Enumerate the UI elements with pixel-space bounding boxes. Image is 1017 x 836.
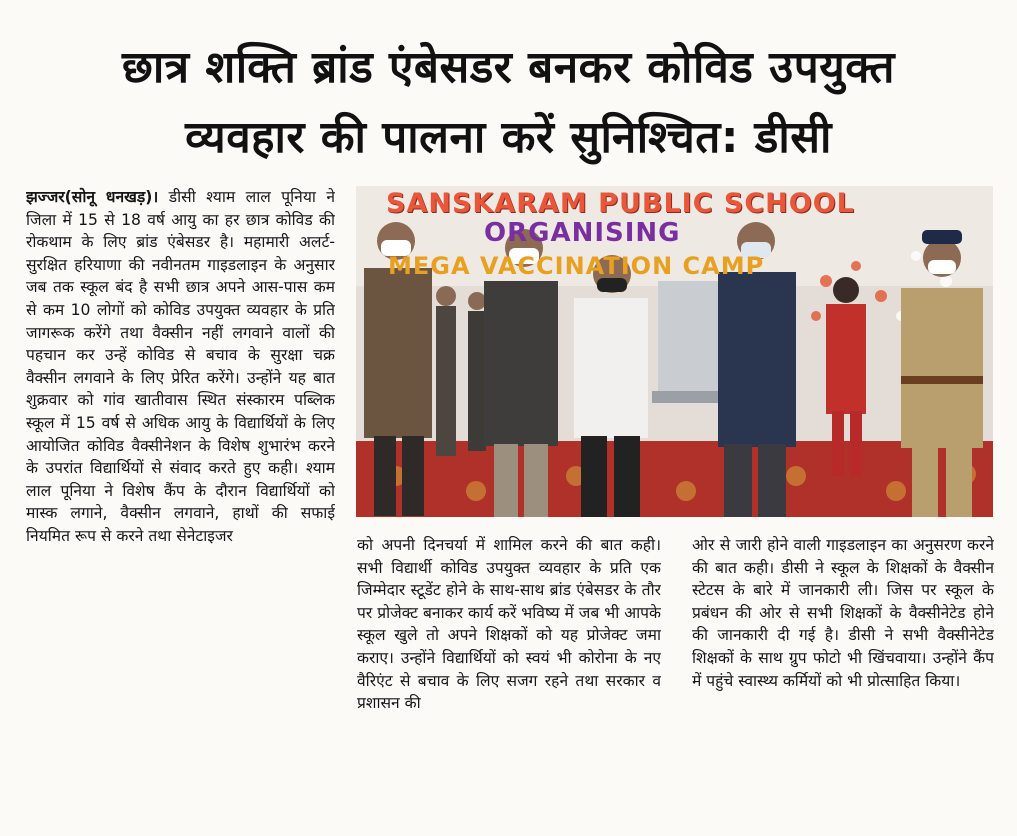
article-column-2: को अपनी दिनचर्या में शामिल करने की बात कही। सभी विद्यार्थी कोविड उपयुक्त व्यवहार के प्रति एक जिम्मेदार स्टूडेंट होने के साथ-साथ ब्रांड एंबेसडर के तौर पर प्रोजेक्ट बनाकर कार्य करें भविष्य में जब भी आपके स्कूल खुले तो अपने शिक्षकों को यह प्रोजेक्ट जमा कराए। उन्होंने विद्यार्थियों को स्वयं भी कोरोना के नए वैरिएंट से बचाव के लिए सजग रहने तथा सरकार व प्रशासन की — [357, 536, 661, 713]
photo-illustration — [356, 186, 993, 517]
column-1-text: डीसी श्याम लाल पूनिया ने जिला में 15 से 18 वर्ष आयु का हर छात्र कोविड की रोकथाम के लिए ब्रांड एंबेसडर है। महामारी अलर्ट-सुरक्षित हरियाणा की नवीनतम गाइडलाइन के अनुसार जब तक स्कूल बंद है सभी छात्र अपने आस-पास कम से कम 10 लोगों को कोविड उपयुक्त व्यवहार के प्रति जागरूक करेंगे तथा वैक्सीन नहीं लगवाने वालों की पहचान कर उन्हें कोविड से बचाव के सुरक्षा चक्र वैक्सीन लगवाने के लिए प्रेरित करेंगे। उन्होंने यह बात शुक्रवार को गांव खातीवास स्थित संस्कारम पब्लिक स्कूल में 15 वर्ष से अधिक आयु के विद्यार्थियों के लिए आयोजित कोविड वैक्सीनेशन के विशेष शुभारंभ करने के उपरांत विद्यार्थियों से संवाद करते हुए कही। श्याम लाल पूनिया ने विशेष कैंप के दौरान विद्यार्थियों को मास्क लगाने, वैक्सीन लगवाने, हाथों की सफाई नियमित रूप से करने तथा सेनेटाइजर — [26, 188, 335, 545]
headline-line-2: व्यवहार की पालना करें सुनिश्चित: डीसी — [185, 112, 832, 163]
banner-organising: ORGANISING — [484, 218, 681, 248]
headline-line-1: छात्र शक्ति ब्रांड एंबेसडर बनकर कोविड उपयुक्त — [122, 42, 895, 93]
dateline: झज्जर(सोनू धनखड़)। — [26, 188, 159, 206]
article-column-3: ओर से जारी होने वाली गाइडलाइन का अनुसरण करने की बात कही। डीसी ने स्कूल के शिक्षकों के वैक्सीन स्टेटस के बारे में जानकारी ली। जिस पर स्कूल के प्रबंधन की ओर से सभी शिक्षकों के वैक्सीनेटेड होने की जानकारी दी गई है। डीसी ने सभी वैक्सीनेटेड शिक्षकों के साथ ग्रुप फोटो भी खिंचवाया। उन्होंने कैंप में पहुंचे स्वास्थ्य कर्मियों को भी प्रोत्साहित किया। — [692, 536, 994, 690]
banner-school-name: SANSKARAM PUBLIC SCHOOL — [386, 188, 855, 219]
article-column-1 — [26, 186, 335, 816]
banner-camp: MEGA VACCINATION CAMP — [388, 252, 765, 280]
event-photo — [356, 186, 993, 517]
